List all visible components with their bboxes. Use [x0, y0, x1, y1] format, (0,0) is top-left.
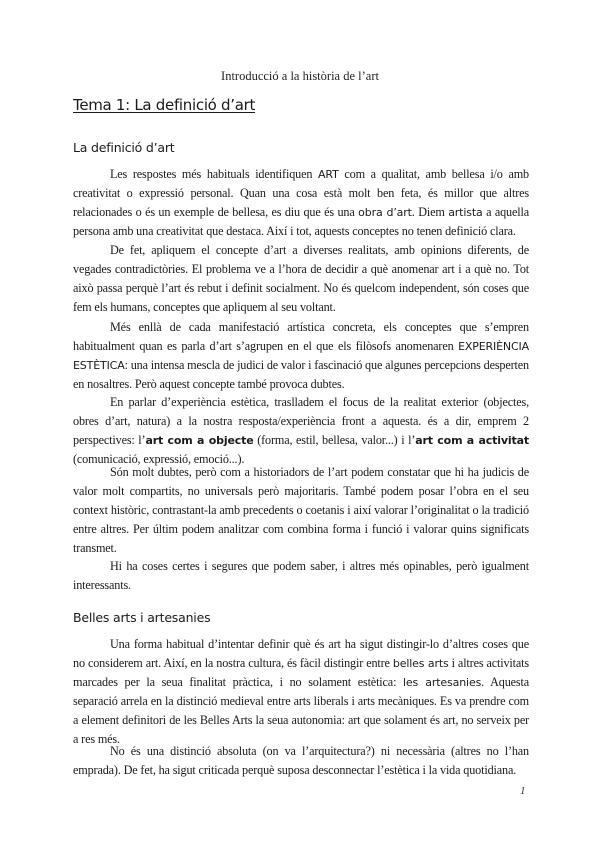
text-run: Una forma habitual d’intentar definir què és art ha sigut distingir-lo d’altres coses que no considerem art. Així, en la nostra cultura, és fàcil distingir entre [73, 637, 529, 670]
section-heading-belles-arts: Belles arts i artesanies [73, 610, 211, 625]
paragraph [73, 635, 529, 749]
text-run: . Diem [411, 205, 449, 219]
text-run: En parlar d’experiència estètica, traslladem el focus de la realitat exterior (objectes, obres d’art, natura) a la nostra resposta/experiència front a aquesta. és a dir, emprem 2 perspectives: l’ [73, 395, 529, 447]
text-run: No és una distinció absoluta (on va l’arquitectura?) ni necessària (altres no l’han emprada). De fet, ha sigut criticada perquè suposa desconnectar l’estètica i la vida quotidiana. [73, 744, 529, 777]
text-run: (comunicació, expressió, emoció...). [73, 452, 245, 466]
emphasized-term: ART [318, 168, 339, 181]
paragraph [73, 393, 529, 469]
text-run: com a qualitat, amb bellesa i/o amb creativitat o expressió personal. Quan una cosa està molt ben feta, és millor que altres relacionades o és un exemple de bellesa, es diu que és una [73, 167, 529, 219]
text-run: a aquella persona amb una creativitat que destaca. Així i tot, aquests conceptes no tenen definició clara. [73, 205, 529, 238]
paragraph [73, 165, 529, 241]
text-run: i altres activitats marcades per la seua finalitat pràctica, i no solament estètica: [73, 656, 529, 689]
emphasized-term: belles arts [392, 657, 449, 670]
text-run: : una intensa mescla de judici de valor i fascinació que algunes percepcions desperten en nosaltres. Però aquest concepte també provoca dubtes. [73, 358, 529, 391]
running-header: Introducció a la història de l’art [221, 69, 379, 83]
text-run: Són molt dubtes, però com a historiadors de l’art podem constatar que hi ha judicis de valor molt compartits, no universals però majoritaris. També podem posar l’obra en el seu context històric, contrastant-la amb precedents o coetanis i així valorar l’originalitat o la tradició entre altres. Per últim podem analitzar com combina forma i funció i valorar quins significats transmet. [73, 465, 529, 555]
text-run: De fet, apliquem el concepte d’art a diverses realitats, amb opinions diferents, de vegades contradictòries. El problema ve a l’hora de decidir a què anomenar art i a què no. Tot això passa perquè l’art és rebut i definit socialment. No és quelcom independent, són coses que fem els humans, conceptes que apliquem al seu voltant. [73, 243, 529, 314]
section-heading-definicio: La definició d’art [73, 140, 175, 155]
text-run: Les respostes més habituals identifiquen [110, 167, 318, 181]
text-run: Hi ha coses certes i segures que podem saber, i altres més opinables, però igualment interessants. [73, 559, 529, 592]
paragraph [73, 318, 529, 394]
paragraph [73, 557, 529, 595]
text-run: . Aquesta separació arrela en la distinció medieval entre arts liberals i arts mecàniques. Es va prendre com a element definitori de les Belles Arts la seua autonomia: art que solament és art, no serveix per a res més. [73, 675, 529, 746]
emphasized-term: artista [448, 206, 483, 219]
paragraph [73, 742, 529, 780]
emphasized-term: obra d’art [358, 206, 412, 219]
emphasized-term: art com a objecte [145, 434, 254, 447]
text-run: (forma, estil, bellesa, valor...) i l’ [253, 433, 416, 447]
paragraph [73, 463, 529, 558]
emphasized-term: EXPERIÈNCIA ESTÈTICA [73, 340, 529, 372]
text-run: Més enllà de cada manifestació artística concreta, els conceptes que s’empren habitualment quan es parla d’art s’agrupen en el que els filòsofs anomenaren [73, 320, 529, 353]
emphasized-term: art com a activitat [415, 434, 529, 447]
emphasized-term: les artesanies [403, 676, 482, 689]
page-title: Tema 1: La definició d’art [73, 96, 256, 114]
paragraph [73, 241, 529, 317]
page-number: 1 [520, 785, 526, 797]
